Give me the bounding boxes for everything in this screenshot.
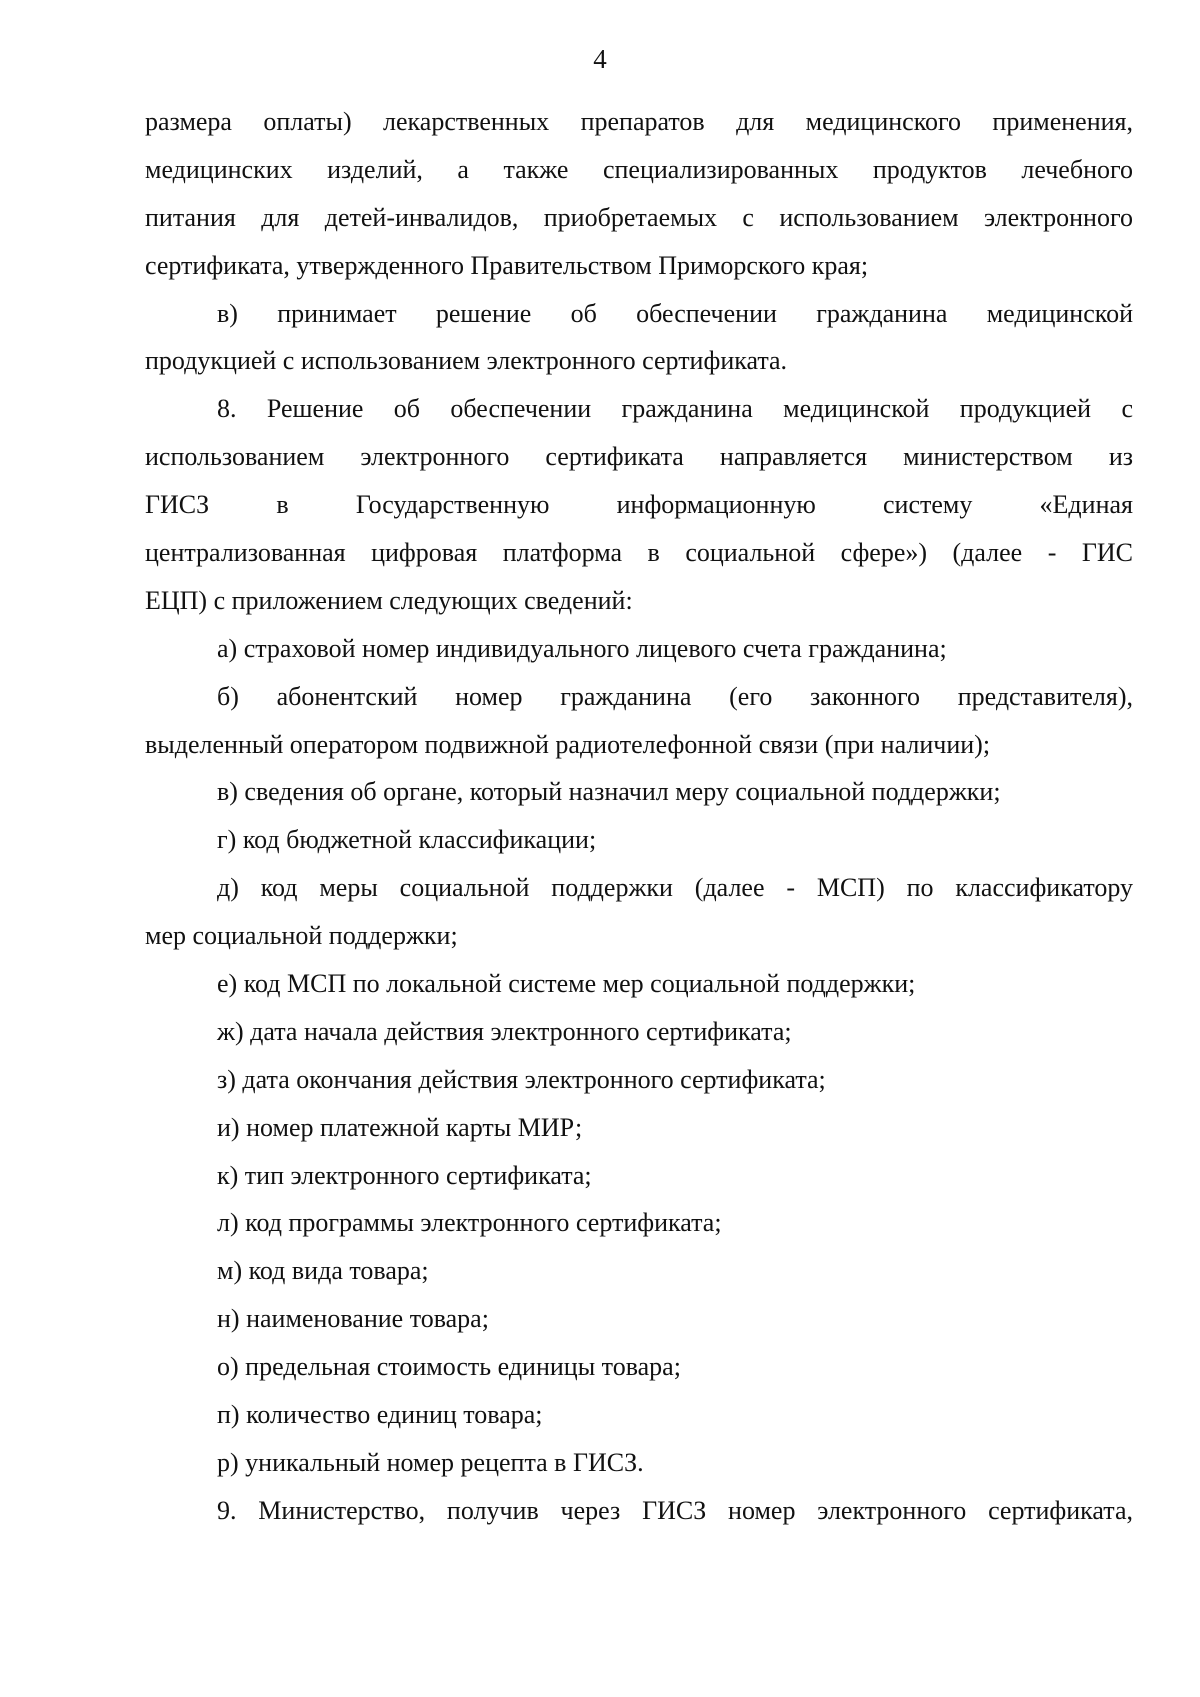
text-line: централизованная цифровая платформа в социальной сфере») (далее - ГИС: [145, 538, 1133, 568]
text-line: медицинских изделий, а также специализированных продуктов лечебного: [145, 154, 1133, 184]
text-line: ж) дата начала действия электронного сертификата;: [217, 1016, 792, 1046]
text-line: ЕЦП) с приложением следующих сведений:: [145, 585, 633, 615]
page-number: 4: [593, 44, 607, 74]
text-line: о) предельная стоимость единицы товара;: [217, 1352, 681, 1382]
text-line: мер социальной поддержки;: [145, 921, 458, 951]
text-line: использованием электронного сертификата направляется министерством из: [145, 442, 1133, 472]
text-line: в) сведения об органе, который назначил меру социальной поддержки;: [217, 777, 1001, 807]
text-line: е) код МСП по локальной системе мер социальной поддержки;: [217, 969, 916, 999]
text-line: м) код вида товара;: [217, 1256, 429, 1286]
text-line: и) номер платежной карты МИР;: [217, 1112, 583, 1142]
text-line: н) наименование товара;: [217, 1304, 489, 1334]
text-line: размера оплаты) лекарственных препаратов для медицинского применения,: [145, 107, 1133, 136]
text-line: б) абонентский номер гражданина (его законного представителя),: [217, 681, 1133, 711]
text-line: сертификата, утвержденного Правительством Приморского края;: [145, 250, 869, 280]
text-line: а) страховой номер индивидуального лицевого счета гражданина;: [217, 633, 947, 663]
text-line: 8. Решение об обеспечении гражданина медицинской продукцией с: [217, 394, 1133, 424]
text-line: продукцией с использованием электронного сертификата.: [145, 346, 788, 376]
text-line: п) количество единиц товара;: [217, 1400, 543, 1430]
text-line: к) тип электронного сертификата;: [217, 1160, 592, 1190]
text-line: 9. Министерство, получив через ГИСЗ номер электронного сертификата,: [217, 1495, 1133, 1525]
text-line: ГИСЗ в Государственную информационную систему «Единая: [145, 490, 1133, 520]
text-line: з) дата окончания действия электронного сертификата;: [217, 1064, 826, 1094]
text-line: л) код программы электронного сертификата;: [217, 1208, 722, 1238]
text-line: д) код меры социальной поддержки (далее - МСП) по классификатору: [217, 873, 1133, 903]
text-line: в) принимает решение об обеспечении гражданина медицинской: [217, 298, 1133, 328]
document-body: [145, 98, 1133, 1535]
text-line: р) уникальный номер рецепта в ГИСЗ.: [217, 1447, 644, 1477]
text-line: питания для детей-инвалидов, приобретаемых с использованием электронного: [145, 202, 1133, 232]
text-line: выделенный оператором подвижной радиотелефонной связи (при наличии);: [145, 729, 991, 759]
text-line: г) код бюджетной классификации;: [217, 825, 597, 855]
